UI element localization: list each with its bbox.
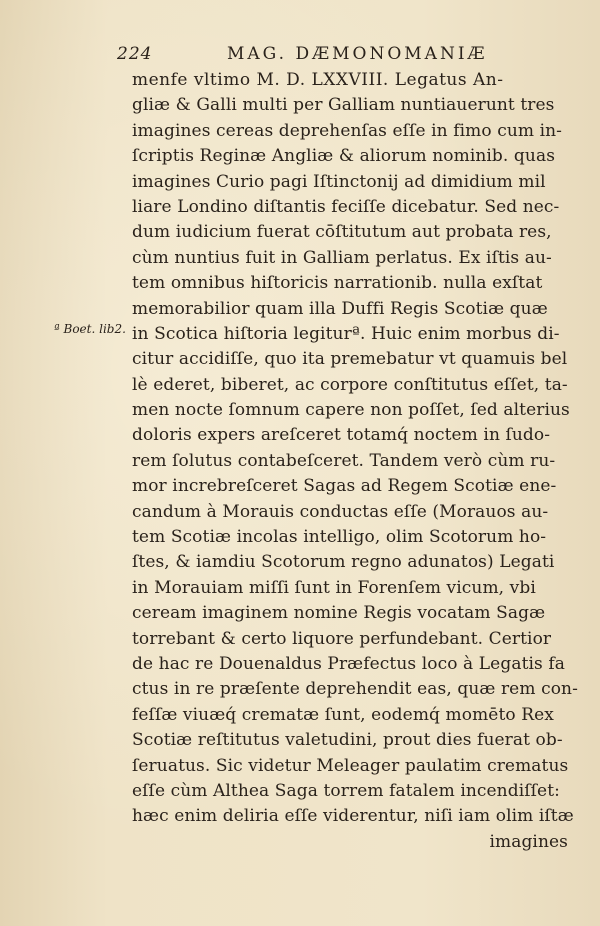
text-line: ſtes, & iamdiu Scotorum regno adunatos) Legati xyxy=(132,552,555,573)
text-line: ceream imaginem nomine Regis vocatam Sagæ xyxy=(132,603,546,624)
text-line: ſcriptis Reginæ Angliæ & aliorum nominib. quas xyxy=(132,146,556,167)
text-line: tem Scotiæ incolas intelligo, olim Scotorum ho- xyxy=(132,527,547,548)
text-line: torrebant & certo liquore perfundebant. Certior xyxy=(132,628,552,649)
text-line: lè ederet, biberet, ac corpore conſtitutus eſſet, ta- xyxy=(132,374,568,395)
text-line: feſſæ viuæq́ crematæ ſunt, eodemq́ momēto Rex xyxy=(132,704,554,725)
text-line: ſeruatus. Sic videtur Meleager paulatim crematus xyxy=(132,755,569,776)
text-line: cùm nuntius fuit in Galliam perlatus. Ex iſtis au- xyxy=(132,247,552,268)
text-line: in Morauiam miſſi ſunt in Forenſem vicum, vbi xyxy=(132,577,536,598)
marginal-note: ª Boet. lib2. xyxy=(54,322,126,336)
text-line: citur accidiſſe, quo ita premebatur vt quamuis bel xyxy=(132,349,568,370)
text-line: doloris expers areſceret totamq́ noctem in ſudo- xyxy=(132,425,551,446)
text-line: ctus in re præſente deprehendit eas, quæ rem con- xyxy=(132,679,578,700)
text-line: imagines Curio pagi Iſtinctonij ad dimidium mil xyxy=(132,171,546,192)
text-line: rem ſolutus contabeſceret. Tandem verò cùm ru- xyxy=(132,450,556,471)
text-line: eſſe cùm Althea Saga torrem fatalem incendiſſet: xyxy=(132,780,560,801)
text-line: tem omnibus hiſtoricis narrationib. nulla exſtat xyxy=(132,273,543,294)
catchword: imagines xyxy=(489,831,568,852)
text-line: de hac re Douenaldus Præfectus loco à Legatis fa xyxy=(132,653,565,674)
text-line: dum iudicium fuerat cōſtitutum aut probata res, xyxy=(132,222,552,243)
text-line: mor increbreſceret Sagas ad Regem Scotiæ ene- xyxy=(132,476,557,497)
text-line: imagines cereas deprehenſas eſſe in fimo cum in- xyxy=(132,120,563,141)
running-title: MAG. DÆMONOMANIÆ xyxy=(227,44,488,64)
text-line: menfe vltimo M. D. LXXVIII. Legatus An- xyxy=(132,70,504,90)
text-line: candum à Morauis conductas eſſe (Morauos au- xyxy=(132,501,549,522)
text-line: memorabilior quam illa Duffi Regis Scotiæ quæ xyxy=(132,298,548,319)
page-number: 224 xyxy=(117,44,153,64)
text-line: gliæ & Galli multi per Galliam nuntiauerunt tres xyxy=(132,95,555,116)
text-line: Scotiæ reſtitutus valetudini, prout dies fuerat ob- xyxy=(132,730,563,751)
text-line: in Scotica hiſtoria legiturª. Huic enim morbus di- xyxy=(132,323,560,344)
text-line: men nocte ſomnum capere non poſſet, ſed alterius xyxy=(132,400,570,421)
text-line: hæc enim deliria eſſe viderentur, niſi iam olim iſtæ xyxy=(132,806,574,827)
body-text xyxy=(132,68,582,855)
text-line: liare Londino diſtantis feciſſe dicebatur. Sed nec- xyxy=(132,196,560,217)
